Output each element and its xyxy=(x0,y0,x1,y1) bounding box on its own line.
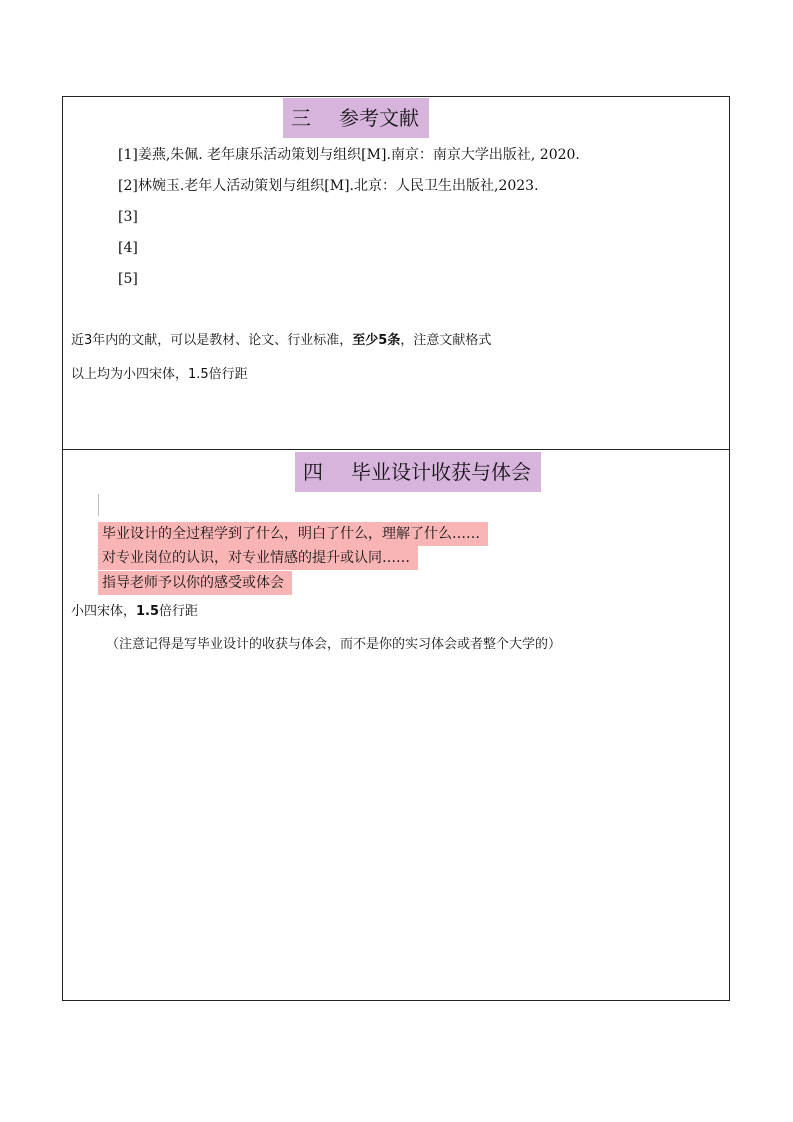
row-divider xyxy=(62,449,730,450)
prompt-line-1: 毕业设计的全过程学到了什么，明白了什么，理解了什么…… xyxy=(98,522,488,546)
reference-item-1: [1]姜燕,朱佩. 老年康乐活动策划与组织[M].南京：南京大学出版社, 2020. xyxy=(118,147,580,163)
prompt-line-2: 对专业岗位的认识，对专业情感的提升或认同…… xyxy=(98,546,418,570)
reference-format-note: 以上均为小四宋体，1.5倍行距 xyxy=(71,367,248,382)
section-4-number: 四 xyxy=(303,460,323,484)
reference-minimum-count: 至少5条 xyxy=(352,333,401,348)
text-cursor xyxy=(98,494,99,516)
section-4-reminder-note: （注意记得是写毕业设计的收获与体会，而不是你的实习体会或者整个大学的） xyxy=(106,637,562,652)
reference-item-5: [5] xyxy=(118,271,138,287)
section-4-format-note: 小四宋体，1.5倍行距 xyxy=(71,604,199,619)
prompt-line-3: 指导老师予以你的感受或体会 xyxy=(98,571,292,595)
section-3-title: 参考文献 xyxy=(339,106,419,130)
section-3-number: 三 xyxy=(291,106,311,130)
section-3-heading xyxy=(283,98,429,138)
reference-item-3: [3] xyxy=(118,209,138,225)
section-4-title: 毕业设计收获与体会 xyxy=(351,460,531,484)
reference-requirement-note: 近3年内的文献，可以是教材、论文、行业标准，至少5条，注意文献格式 xyxy=(71,333,492,348)
section-4-heading xyxy=(295,452,541,492)
reference-item-2: [2]林婉玉.老年人活动策划与组织[M].北京：人民卫生出版社,2023. xyxy=(118,178,539,194)
reference-item-4: [4] xyxy=(118,240,138,256)
